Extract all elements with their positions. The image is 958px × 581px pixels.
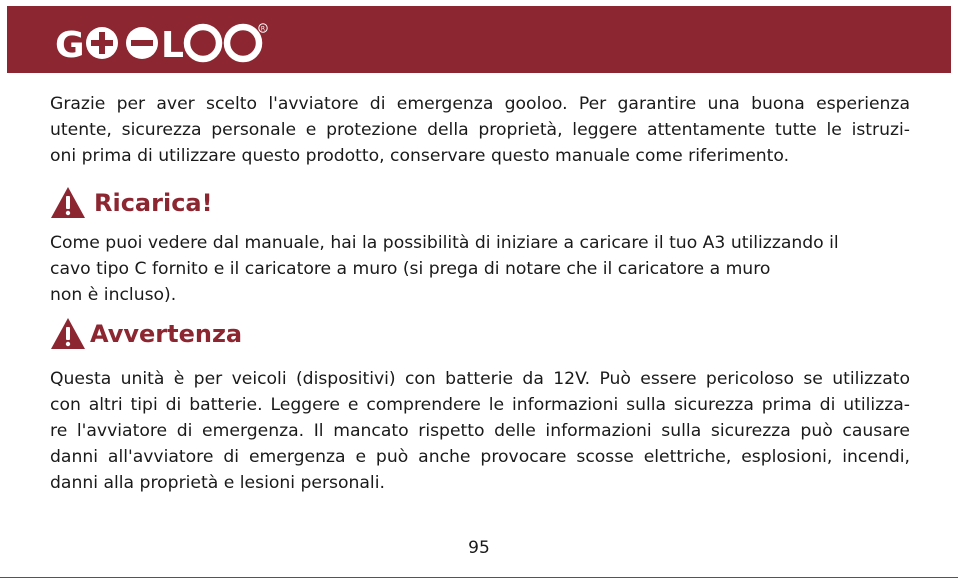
header-bar — [7, 6, 951, 73]
warning-line: con altri tipi di batterie. Leggere e comprendere le informazioni sulla sicurezza prima di utilizza- — [50, 395, 910, 415]
svg-text:R: R — [260, 25, 266, 33]
charge-line: Come puoi vedere dal manuale, hai la possibilità di iniziare a caricare il tuo A3 utilizzando il — [50, 233, 839, 253]
brand-logo — [55, 23, 270, 63]
intro-line: oni prima di utilizzare questo prodotto, conservare questo manuale come riferimento. — [50, 146, 790, 166]
intro-line: utente, sicurezza personale e protezione della proprietà, leggere attentamente tutte le istruzi- — [50, 120, 910, 140]
svg-text:L: L — [161, 25, 184, 63]
gooloo-logo-icon — [55, 23, 270, 63]
intro-paragraph — [50, 91, 910, 169]
charge-paragraph — [50, 230, 910, 308]
warning-line: danni all'avviatore di emergenza e può anche provocare scosse elettriche, esplosioni, incendi, — [50, 447, 910, 467]
charge-line: non è incluso). — [50, 285, 177, 305]
warning-line: re l'avviatore di emergenza. Il mancato rispetto delle informazioni sulla sicurezza può causare — [50, 421, 910, 441]
intro-line: Grazie per aver scelto l'avviatore di emergenza gooloo. Per garantire una buona esperienza — [50, 94, 910, 114]
svg-text:G: G — [55, 25, 86, 63]
warning-paragraph — [50, 366, 910, 496]
warning-triangle-icon — [50, 317, 86, 350]
charge-line: cavo tipo C fornito e il caricatore a muro (si prega di notare che il caricatore a muro — [50, 259, 771, 279]
bottom-divider — [0, 577, 958, 578]
warning-triangle-icon — [50, 186, 86, 219]
section-heading-warning — [50, 317, 242, 350]
page-number: 95 — [468, 538, 490, 558]
section-heading-charge — [50, 186, 213, 219]
warning-line: danni alla proprietà e lesioni personali. — [50, 473, 385, 493]
section-title: Avvertenza — [90, 319, 243, 348]
section-title: Ricarica! — [94, 188, 213, 217]
warning-line: Questa unità è per veicoli (dispositivi) con batterie da 12V. Può essere pericoloso se utilizzato — [50, 369, 910, 389]
